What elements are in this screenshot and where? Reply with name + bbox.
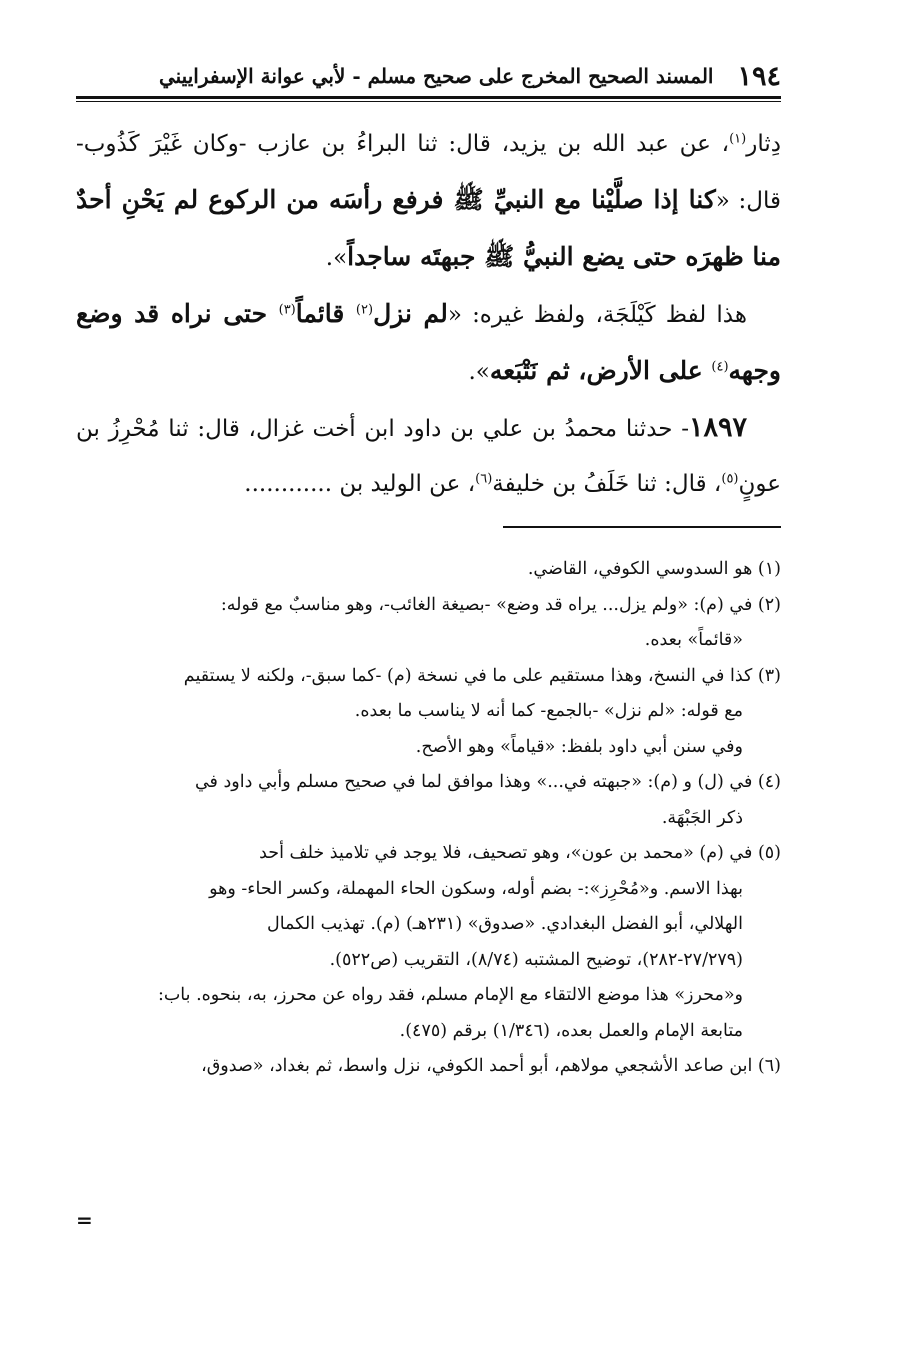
running-title: المسند الصحيح المخرج على صحيح مسلم - لأبي عوانة الإسفراييني [158,64,714,88]
footnote-4: (٤) في (ل) و (م): «جبهته في...» وهذا موافق لما في صحيح مسلم وأبي داود في [194,772,781,792]
page-number: ١٩٤ [737,60,781,92]
footnote-ref: (٥) [721,471,739,487]
footnote-1: (١) هو السدوسي الكوفي، القاضي. [527,559,781,579]
footnote-ref: (٣) [278,302,296,318]
footnote-5-cont: متابعة الإمام والعمل بعده، (١/٣٤٦) برقم (٤٧٥). [399,1020,743,1041]
footnote-5: (٥) في (م) «محمد بن عون»، وهو تصحيف، فلا يوجد في تلاميذ خلف أحد [259,843,781,863]
header-rule [76,96,781,99]
footnote-2: (٢) في (م): «ولم يزل... يراه قد وضع» -بصيغة الغائب-، وهو مناسبٌ مع قوله: [220,594,781,615]
footnote-ref: (٦) [475,471,493,487]
footnote-separator [503,526,781,528]
main-text [76,117,781,512]
footnote-5-cont: (٢٧/٢٧٩-٢٨٢)، توضيح المشتبه (٨/٧٤)، التقريب (ص٥٢٢). [329,949,743,970]
footnote-ref: (٤) [711,359,729,375]
hadith-1897-paragraph: ١٨٩٧- حدثنا محمدُ بن علي بن داود ابن أخت غزال، قال: ثنا مُحْرِزُ بن عونٍ$^{(٥)}$، قال: ثنا خَلَفُ بن خليفة$^{(٦)}$، عن الوليد بن ............ [76,412,781,497]
footnotes [76,552,781,1085]
footnote-5-cont: الهلالي، أبو الفضل البغدادي. «صدوق» (٢٣١هـ) (م). تهذيب الكمال [267,914,743,934]
continuation-mark: = [76,1208,93,1232]
footnote-3-cont: مع قوله: «لم نزل» -بالجمع- كما أنه لا يناسب ما بعده. [354,701,743,721]
hadith-number: ١٨٩٧ [688,412,747,443]
footnote-5-cont: و«محرز» هذا موضع الالتقاء مع الإمام مسلم، فقد رواه عن محرز، به، بنحوه. باب: [157,985,743,1005]
footnote-3-cont: وفي سنن أبي داود بلفظ: «قياماً» وهو الأصح. [415,736,743,757]
footnote-6: (٦) ابن صاعد الأشجعي مولاهم، أبو أحمد الكوفي، نزل واسط، ثم بغداد، «صدوق، [201,1056,781,1076]
variant-wording-paragraph: هذا لفظ كَيْلَجَة، ولفظ غيره: «لم نزل$^{(٢)}$ قائماً$^{(٣)}$ حتى نراه قد وضع وجهه$^{(٤)}$ على الأرض، ثم نَتْبَعه». [76,299,781,385]
hadith-text-paragraph: دِثار$^{(١)}$، عن عبد الله بن يزيد، قال: ثنا البراءُ بن عازب -وكان غَيْرَ كَذُوب- قال: «كنا إذا صلَّيْنا مع النبيِّ ﷺ فرفع رأسَه من الركوع لم يَحْنِ أحدٌ منا ظهرَه حتى يضع النبيُّ ﷺ جبهتَه ساجداً». [76,131,781,271]
header-rule-thin [76,101,781,102]
hadith-quote: كنا إذا صلَّيْنا مع النبيِّ ﷺ فرفع رأسَه من الركوع لم يَحْنِ أحدٌ منا ظهرَه حتى يضع النبيُّ ﷺ جبهتَه ساجداً [76,185,781,271]
footnote-4-cont: ذكر الجَبْهَة. [661,807,743,828]
footnote-3: (٣) كذا في النسخ، وهذا مستقيم على ما في نسخة (م) -كما سبق-، ولكنه لا يستقيم [183,665,781,686]
page-header [76,56,781,96]
footnote-ref: (٢) [355,302,374,318]
footnote-ref: (١) [729,131,747,147]
footnote-5-cont: بهذا الاسم. و«مُحْرِز»:- بضم أوله، وسكون الحاء المهملة، وكسر الحاء- وهو [209,878,743,899]
footnote-2-cont: «قائماً» بعده. [644,630,743,650]
